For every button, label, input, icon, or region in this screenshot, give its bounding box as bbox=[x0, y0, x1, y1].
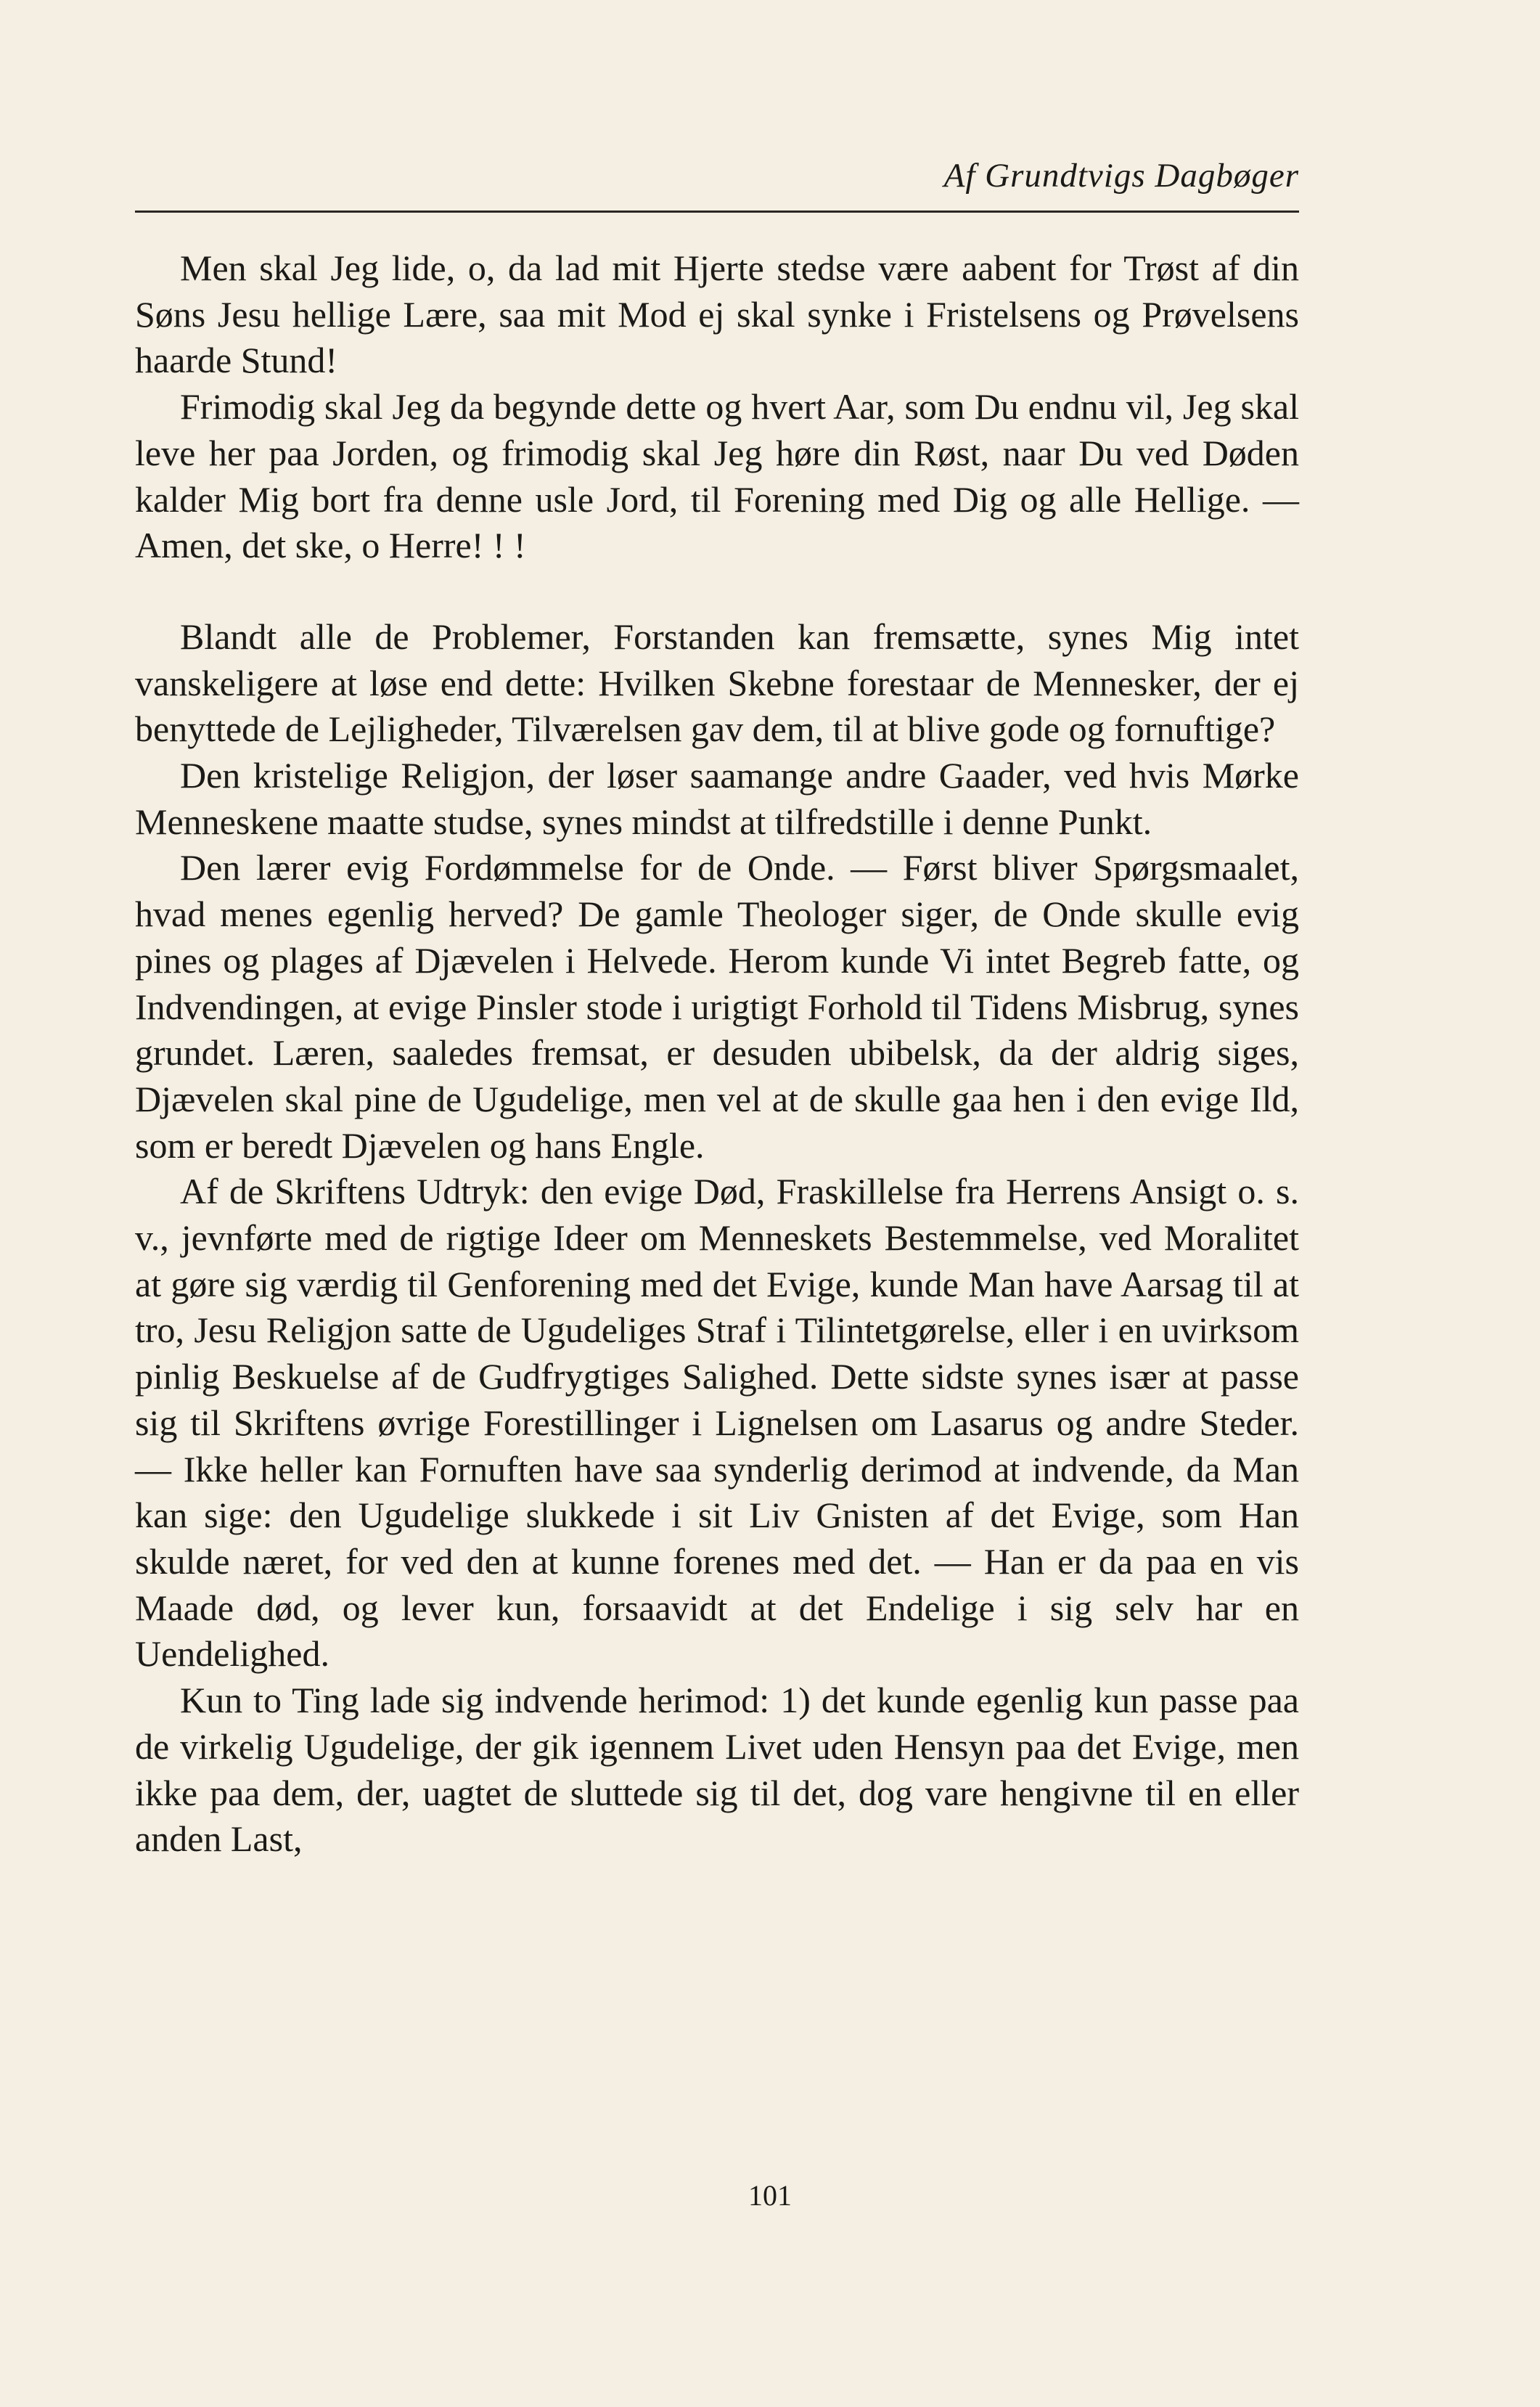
running-head bbox=[135, 155, 1299, 213]
paragraph: Den kristelige Religjon, der løser saamange andre Gaader, ved hvis Mørke Menneskene maatte studse, synes mindst at tilfredstille i denne Punkt. bbox=[135, 755, 1299, 842]
paragraph: Men skal Jeg lide, o, da lad mit Hjerte stedse være aabent for Trøst af din Søns Jesu hellige Lære, saa mit Mod ej skal synke i Fristelsens og Prøvelsens haarde Stund! bbox=[135, 248, 1299, 381]
body-text bbox=[135, 245, 1299, 1863]
paragraph: Af de Skriftens Udtryk: den evige Død, Fraskillelse fra Herrens Ansigt o. s. v., jevnførte med de rigtige Ideer om Menneskets Bestemmelse, ved Moralitet at gøre sig værdig til Genforening med det Evige, kunde Man have Aarsag til at tro, Jesu Religjon satte de Ugudeliges Straf i Tilintetgørelse, eller i en uvirksom pinlig Beskuelse af de Gudfrygtiges Salighed. Dette sidste synes især at passe sig til Skriftens øvrige Forestillinger i Lignelsen om Lasarus og andre Steder. — Ikke heller kan Fornuften have saa synderlig derimod at indvende, da Man kan sige: den Ugudelige slukkede i sit Liv Gnisten af det Evige, som Han skulde næret, for ved den at kunne forenes med det. — Han er da paa en vis Maade død, og lever kun, forsaavidt at det Endelige i sig selv har en Uendelighed. bbox=[135, 1171, 1299, 1675]
running-title: Af Grundtvigs Dagbøger bbox=[943, 157, 1299, 195]
paragraph: Blandt alle de Problemer, Forstanden kan fremsætte, synes Mig intet vanskeligere at løse end dette: Hvilken Skebne forestaar de Mennesker, der ej benyttede de Lejligheder, Tilværelsen gav dem, til at blive gode og fornuftige? bbox=[135, 616, 1299, 750]
paragraph: Frimodig skal Jeg da begynde dette og hvert Aar, som Du endnu vil, Jeg skal leve her paa Jorden, og frimodig skal Jeg høre din Røst, naar Du ved Døden kalder Mig bort fra denne usle Jord, til Forening med Dig og alle Hellige. — Amen, det ske, o Herre! ! ! bbox=[135, 386, 1299, 566]
paragraph: Kun to Ting lade sig indvende herimod: 1) det kunde egenlig kun passe paa de virkelig Ugudelige, der gik igennem Livet uden Hensyn paa det Evige, men ikke paa dem, der, uagtet de sluttede sig til det, dog vare hengivne til en eller anden Last, bbox=[135, 1680, 1299, 1860]
paragraph: Den lærer evig Fordømmelse for de Onde. — Først bliver Spørgsmaalet, hvad menes egenlig herved? De gamle Theologer siger, de Onde skulle evig pines og plages af Djævelen i Helvede. Herom kunde Vi intet Begreb fatte, og Indvendingen, at evige Pinsler stode i urigtigt Forhold til Tidens Misbrug, synes grundet. Læren, saaledes fremsat, er desuden ubibelsk, da der aldrig siges, Djævelen skal pine de Ugudelige, men vel at de skulle gaa hen i den evige Ild, som er beredt Djævelen og hans Engle. bbox=[135, 847, 1299, 1166]
page-number: 101 bbox=[748, 2179, 792, 2212]
